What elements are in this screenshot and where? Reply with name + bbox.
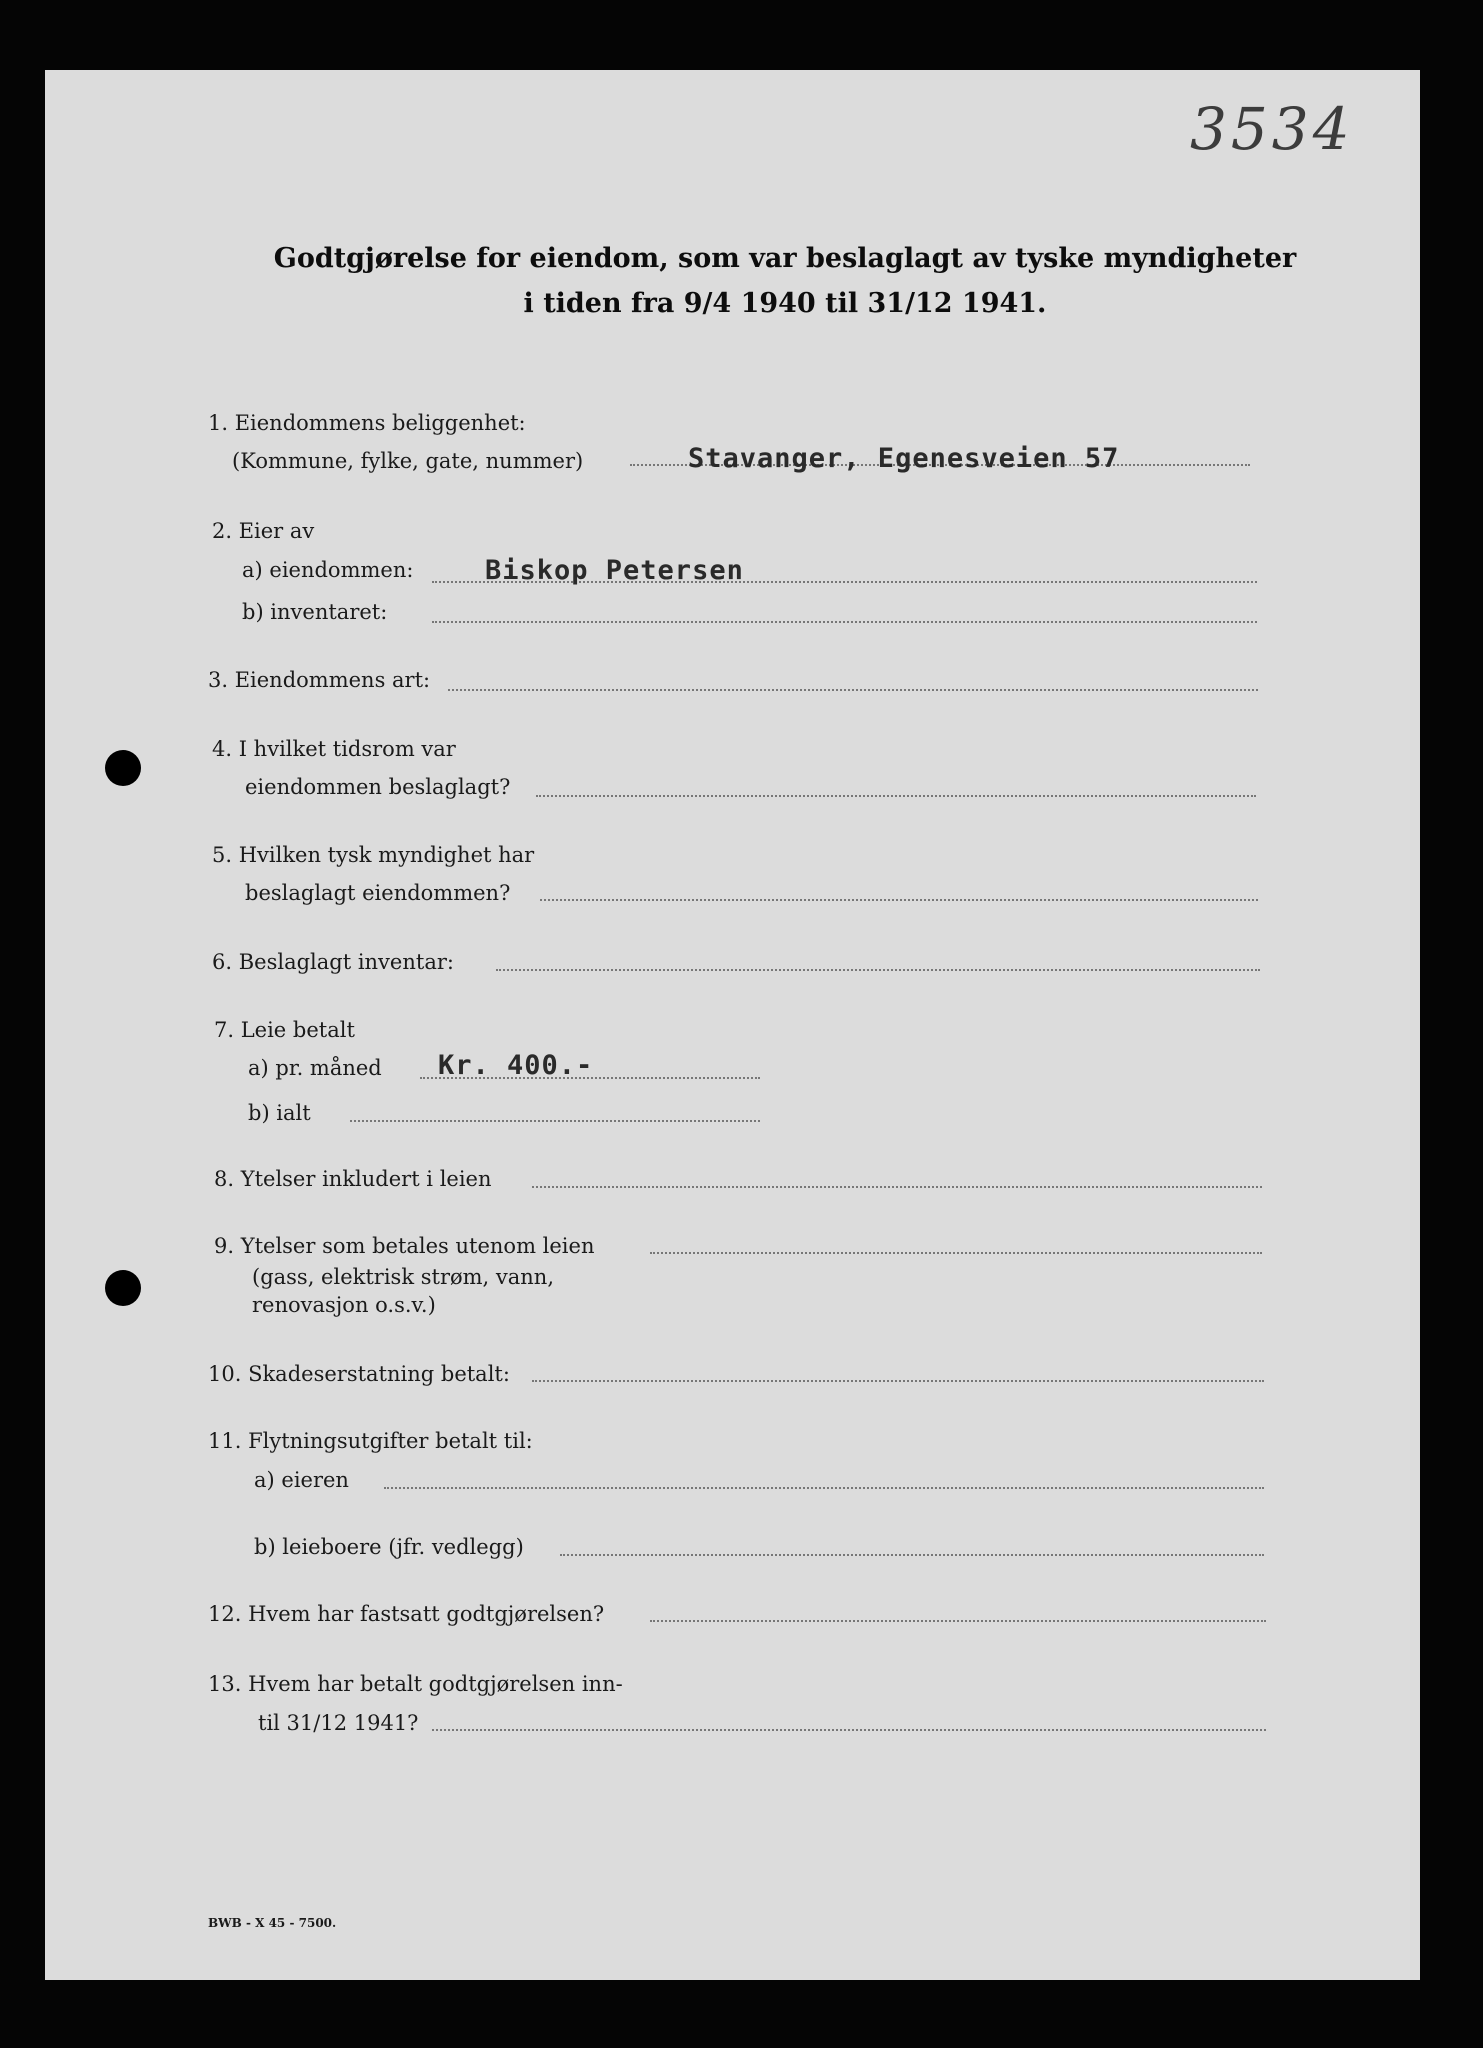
- punch-hole-bottom: [105, 1270, 141, 1306]
- item-9-field: [650, 1252, 1262, 1254]
- form-title-line2: i tiden fra 9/4 1940 til 31/12 1941.: [523, 288, 1047, 319]
- item-7-label: 7. Leie betalt: [214, 1018, 355, 1042]
- form-title-line1: Godtgjørelse for eiendom, som var beslaglagt av tyske myndigheter: [273, 243, 1297, 274]
- item-1-label: 1. Eiendommens beliggenhet:: [208, 411, 526, 435]
- item-2b-field: [432, 621, 1257, 623]
- item-11a-label: a) eieren: [254, 1468, 349, 1492]
- item-4-field: [536, 795, 1256, 797]
- item-7a-answer: Kr. 400.-: [438, 1050, 594, 1081]
- item-2a-answer: Biskop Petersen: [485, 555, 744, 586]
- footer-printer-code: BWB - X 45 - 7500.: [208, 1916, 337, 1930]
- item-8-label: 8. Ytelser inkludert i leien: [214, 1167, 492, 1191]
- item-12-label: 12. Hvem har fastsatt godtgjørelsen?: [208, 1602, 605, 1626]
- item-13-sublabel: til 31/12 1941?: [258, 1711, 419, 1735]
- item-6-field: [496, 969, 1260, 971]
- item-7b-label: b) ialt: [248, 1101, 311, 1125]
- item-13-field: [432, 1729, 1266, 1731]
- item-7b-field: [350, 1120, 760, 1122]
- item-3-label: 3. Eiendommens art:: [208, 668, 431, 692]
- item-13-label: 13. Hvem har betalt godtgjørelsen inn-: [208, 1672, 623, 1696]
- item-9-label: 9. Ytelser som betales utenom leien: [214, 1234, 595, 1258]
- item-1-answer: Stavanger, Egenesveien 57: [688, 443, 1120, 474]
- item-11b-field: [560, 1554, 1264, 1556]
- item-11-label: 11. Flytningsutgifter betalt til:: [208, 1429, 533, 1453]
- item-8-field: [532, 1186, 1262, 1188]
- item-10-label: 10. Skadeserstatning betalt:: [208, 1362, 510, 1386]
- item-7a-label: a) pr. måned: [248, 1056, 382, 1080]
- item-2-label: 2. Eier av: [212, 519, 315, 543]
- item-5-label: 5. Hvilken tysk myndighet har: [212, 843, 535, 867]
- item-11b-label: b) leieboere (jfr. vedlegg): [254, 1535, 524, 1559]
- item-4-label: 4. I hvilket tidsrom var: [212, 737, 456, 761]
- item-10-field: [532, 1380, 1264, 1382]
- item-3-field: [448, 689, 1258, 691]
- item-1-sublabel: (Kommune, fylke, gate, nummer): [232, 449, 584, 473]
- punch-hole-top: [105, 750, 141, 786]
- item-5-field: [540, 899, 1258, 901]
- item-9-sublabel-1: (gass, elektrisk strøm, vann,: [252, 1265, 554, 1289]
- serial-number: 3534: [1190, 95, 1354, 163]
- item-2a-label: a) eiendommen:: [242, 558, 414, 582]
- item-11a-field: [384, 1487, 1264, 1489]
- item-12-field: [650, 1620, 1266, 1622]
- item-2b-label: b) inventaret:: [242, 600, 388, 624]
- item-9-sublabel-2: renovasjon o.s.v.): [252, 1293, 436, 1317]
- item-5-sublabel: beslaglagt eiendommen?: [245, 881, 511, 905]
- item-6-label: 6. Beslaglagt inventar:: [212, 950, 454, 974]
- item-4-sublabel: eiendommen beslaglagt?: [245, 775, 511, 799]
